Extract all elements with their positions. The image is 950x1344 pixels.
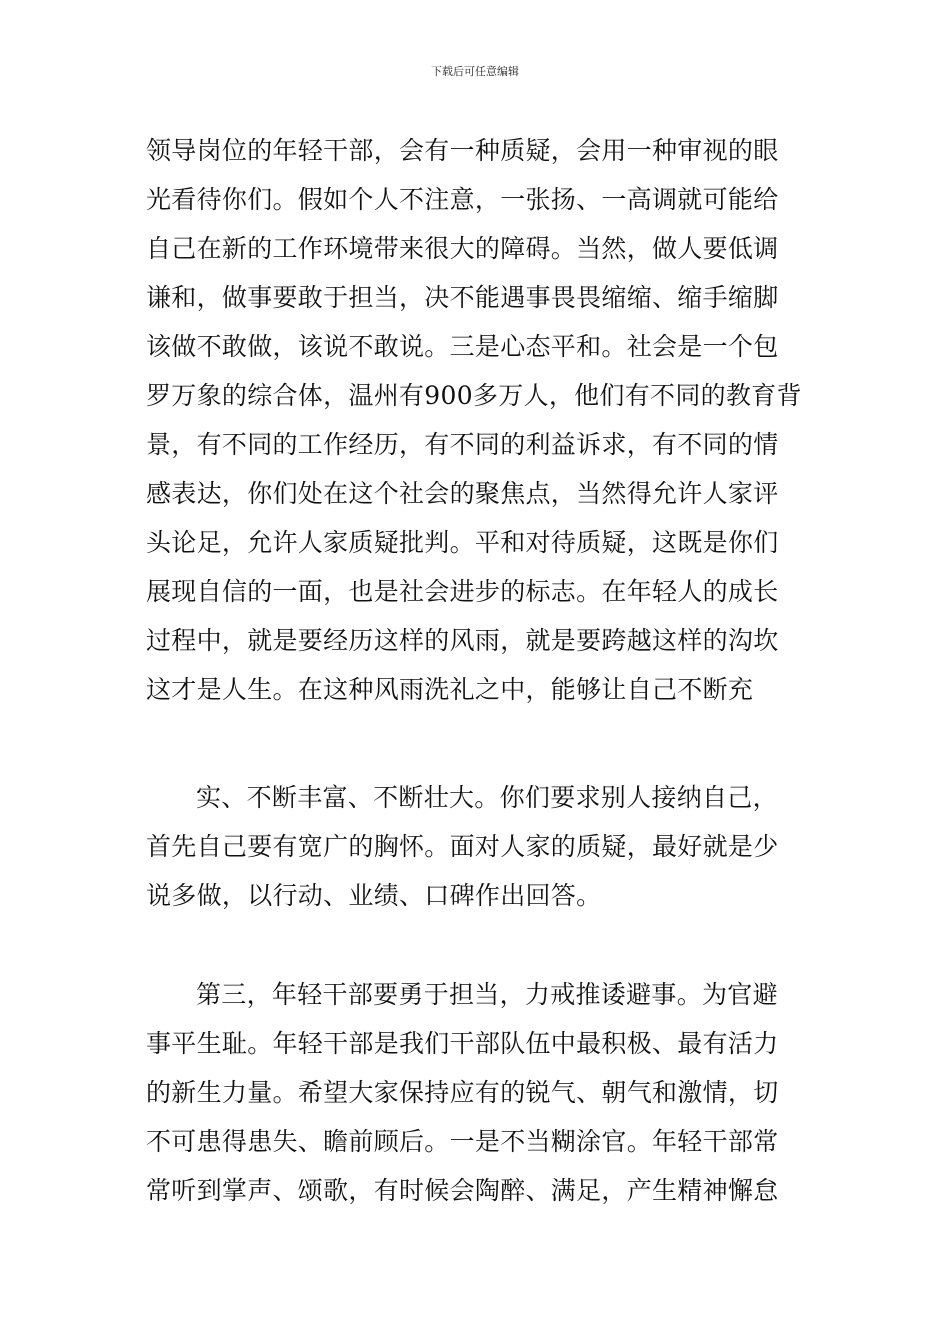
text-line: 展现自信的一面，也是社会进步的标志。在年轻人的成长 [146,577,779,606]
text-line: 首先自己要有宽广的胸怀。面对人家的质疑，最好就是少 [146,832,779,861]
text-line: 感表达，你们处在这个社会的聚焦点，当然得允许人家评 [146,479,779,508]
paragraph-1 [146,126,810,714]
text-line: 不可患得患失、瞻前顾后。一是不当糊涂官。年轻干部常 [146,1127,779,1156]
text-line: 说多做，以行动、业绩、口碑作出回答。 [146,881,602,910]
paragraph-2 [146,773,810,920]
text-line: 第三，年轻干部要勇于担当，力戒推诿避事。为官避 [196,980,778,1009]
text-line: 过程中，就是要经历这样的风雨，就是要跨越这样的沟坎 [146,626,779,655]
text-line: 景，有不同的工作经历，有不同的利益诉求，有不同的情 [146,430,779,459]
page-header-note: 下载后可任意编辑 [431,65,519,78]
text-line: 头论足，允许人家质疑批判。平和对待质疑，这既是你们 [146,528,779,557]
text-line: 领导岗位的年轻干部，会有一种质疑，会用一种审视的眼 [146,136,779,165]
text-line: 实、不断丰富、不断壮大。你们要求别人接纳自己， [196,783,778,812]
text-line: 事平生耻。年轻干部是我们干部队伍中最积极、最有活力 [146,1029,779,1058]
paragraph-3 [146,970,810,1215]
text-line: 罗万象的综合体，温州有900多万人，他们有不同的教育背 [146,381,802,410]
text-line: 光看待你们。假如个人不注意，一张扬、一高调就可能给 [146,185,779,214]
text-line: 常听到掌声、颂歌，有时候会陶醉、满足，产生精神懈怠 [146,1176,779,1205]
text-line: 该做不敢做，该说不敢说。三是心态平和。社会是一个包 [146,332,779,361]
text-line: 自己在新的工作环境带来很大的障碍。当然，做人要低调 [146,234,779,263]
text-line: 谦和，做事要敢于担当，决不能遇事畏畏缩缩、缩手缩脚 [146,283,779,312]
text-line: 的新生力量。希望大家保持应有的锐气、朝气和激情，切 [146,1078,779,1107]
text-line: 这才是人生。在这种风雨洗礼之中，能够让自己不断充 [146,675,754,704]
